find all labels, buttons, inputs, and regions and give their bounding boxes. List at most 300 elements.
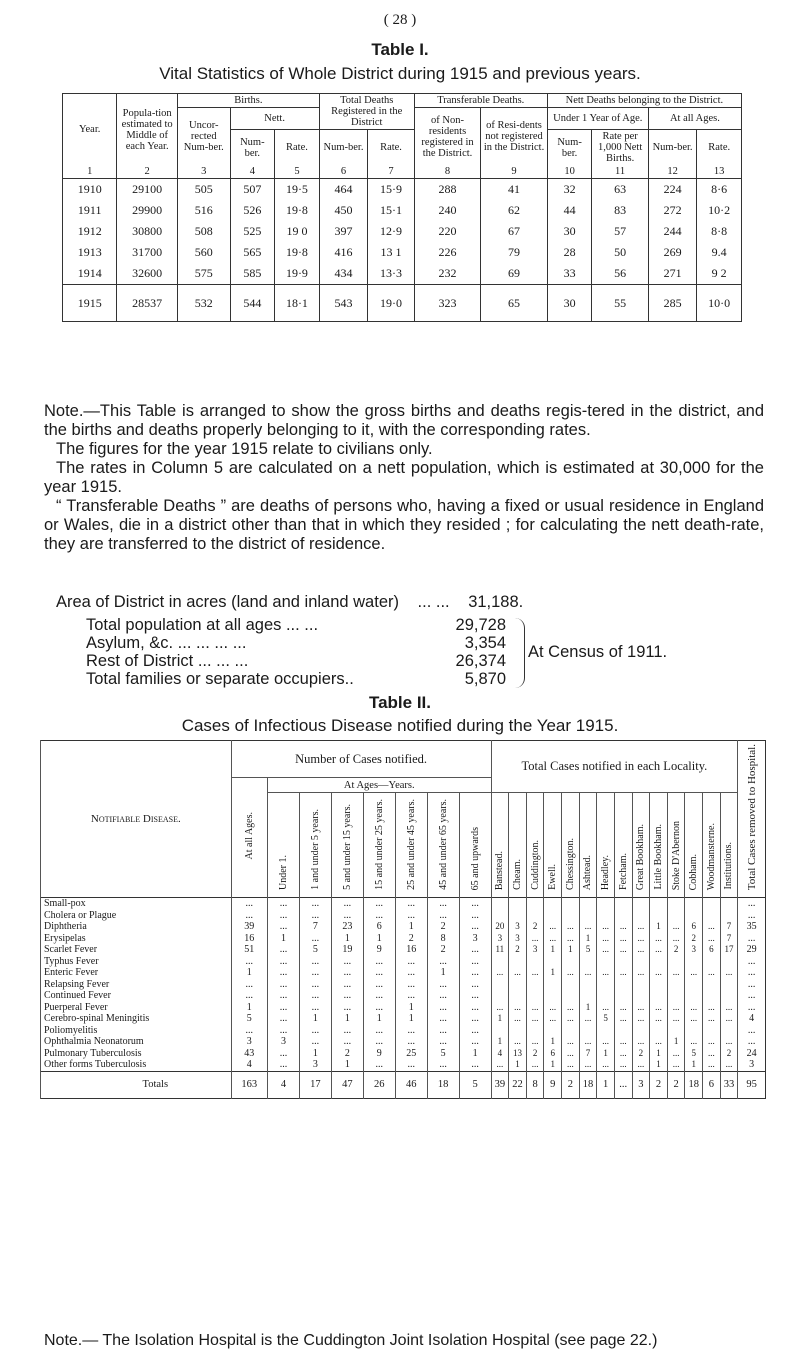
age-cell: ... [395, 1036, 427, 1048]
age-cell: ... [267, 898, 299, 910]
age-cell: 1 [299, 1048, 331, 1060]
table-cell: 560 [177, 242, 230, 263]
locality-cell [509, 898, 527, 910]
removed-cell: ... [738, 898, 766, 910]
locality-cell: ... [632, 1002, 650, 1014]
locality-cell: 2 [650, 1071, 668, 1098]
removed-cell: 3 [738, 1059, 766, 1071]
table-cell: 30 [547, 221, 592, 242]
table-row [41, 1036, 766, 1048]
age-cell: ... [331, 1025, 363, 1037]
table-cell: 575 [177, 263, 230, 285]
age-cell: ... [427, 956, 459, 968]
age-cell: 5 [299, 944, 331, 956]
locality-cell [614, 956, 632, 968]
table-cell: 544 [230, 285, 275, 322]
locality-cell: 2 [562, 1071, 580, 1098]
locality-cell [650, 979, 668, 991]
removed-cell: ... [738, 990, 766, 1002]
age-cell: ... [231, 956, 267, 968]
age-cell: 5 [231, 1013, 267, 1025]
vital-statistics-table [62, 93, 742, 322]
locality-cell: ... [650, 1036, 668, 1048]
area-value: 31,188. [468, 593, 524, 611]
locality-cell [703, 898, 721, 910]
locality-cell: ... [614, 1059, 632, 1071]
locality-cell: ... [614, 933, 632, 945]
locality-cell: ... [720, 1002, 738, 1014]
removed-cell: 24 [738, 1048, 766, 1060]
col-locality-label: Chessington. [564, 838, 576, 890]
locality-cell: ... [614, 944, 632, 956]
col-locality-label: Banstead. [494, 850, 506, 890]
disease-name: Diphtheria [41, 921, 232, 933]
locality-cell [703, 956, 721, 968]
col-num-8: 8 [414, 165, 481, 179]
locality-cell: ... [562, 921, 580, 933]
locality-cell: 7 [720, 933, 738, 945]
locality-cell [597, 898, 615, 910]
age-cell: 16 [395, 944, 427, 956]
locality-cell: ... [632, 933, 650, 945]
table-cell: 18·1 [275, 285, 320, 322]
age-cell: 1 [395, 1002, 427, 1014]
locality-cell: ... [562, 967, 580, 979]
locality-cell [562, 956, 580, 968]
age-cell: 3 [299, 1059, 331, 1071]
col-all-ages [231, 778, 267, 898]
locality-cell [614, 979, 632, 991]
col-locality-label: Cuddington. [529, 840, 541, 890]
locality-cell [509, 1025, 527, 1037]
locality-cell [491, 1025, 509, 1037]
locality-cell: 1 [667, 1036, 685, 1048]
locality-cell [614, 990, 632, 1002]
locality-cell [667, 910, 685, 922]
locality-cell: 6 [544, 1048, 562, 1060]
age-cell: ... [395, 956, 427, 968]
age-cell: ... [363, 990, 395, 1002]
table-cell: 1912 [63, 221, 117, 242]
locality-cell: ... [720, 1013, 738, 1025]
totals-row [41, 1071, 766, 1098]
table-cell: 33 [547, 263, 592, 285]
col-age-label: 1 and under 5 years. [309, 809, 321, 890]
col-u1-number: Num-ber. [547, 130, 592, 166]
table-cell: 8·8 [697, 221, 742, 242]
age-cell: ... [267, 1025, 299, 1037]
col-num-11: 11 [592, 165, 648, 179]
age-cell: 18 [427, 1071, 459, 1098]
age-cell: ... [267, 1048, 299, 1060]
locality-cell: ... [579, 921, 597, 933]
table-row [63, 179, 742, 201]
age-cell: 9 [363, 1048, 395, 1060]
locality-cell [632, 910, 650, 922]
table-row [63, 200, 742, 221]
locality-cell: ... [562, 1048, 580, 1060]
table-cell: 13·3 [368, 263, 415, 285]
locality-cell: 2 [720, 1048, 738, 1060]
col-locality-group: Total Cases notified in each Locality. [491, 741, 738, 793]
locality-cell: 20 [491, 921, 509, 933]
age-cell: ... [299, 956, 331, 968]
area-line [56, 593, 756, 612]
age-cell: ... [363, 1002, 395, 1014]
table1-title: Table I. [371, 40, 429, 59]
locality-cell: ... [685, 967, 703, 979]
table-cell: 13 1 [368, 242, 415, 263]
table-cell: 508 [177, 221, 230, 242]
locality-cell: 1 [579, 933, 597, 945]
age-cell: ... [395, 1025, 427, 1037]
locality-cell: 39 [491, 1071, 509, 1098]
table-cell: 79 [481, 242, 548, 263]
locality-cell: ... [579, 1036, 597, 1048]
col-locality [509, 793, 527, 898]
locality-cell: 1 [650, 1059, 668, 1071]
table-cell: 28 [547, 242, 592, 263]
table-cell: 224 [648, 179, 697, 201]
age-cell: ... [459, 898, 491, 910]
locality-cell [491, 956, 509, 968]
table-row [41, 910, 766, 922]
locality-cell: ... [703, 1036, 721, 1048]
age-cell: ... [427, 1013, 459, 1025]
age-cell: ... [331, 910, 363, 922]
locality-cell [720, 910, 738, 922]
age-cell: 23 [331, 921, 363, 933]
locality-cell: ... [614, 1036, 632, 1048]
locality-cell: 6 [703, 944, 721, 956]
census-label: Total families or separate occupiers.. [86, 670, 354, 688]
col-nett-deaths: Nett Deaths belonging to the District. [547, 94, 741, 108]
age-cell: ... [231, 910, 267, 922]
col-num-13: 13 [697, 165, 742, 179]
age-cell: 1 [363, 933, 395, 945]
col-age [395, 793, 427, 898]
locality-cell [526, 1025, 544, 1037]
table-cell: 9 2 [697, 263, 742, 285]
locality-cell: 3 [685, 944, 703, 956]
col-num-7: 7 [368, 165, 415, 179]
age-cell: ... [363, 898, 395, 910]
age-cell: ... [459, 944, 491, 956]
locality-cell: ... [667, 1002, 685, 1014]
table2-title: Table II. [368, 693, 432, 712]
locality-cell: ... [614, 967, 632, 979]
age-cell: ... [299, 990, 331, 1002]
age-cell: ... [331, 898, 363, 910]
locality-cell: 2 [667, 944, 685, 956]
age-cell: 47 [331, 1071, 363, 1098]
table-cell: 19·0 [368, 285, 415, 322]
locality-cell [597, 956, 615, 968]
age-cell: ... [395, 1059, 427, 1071]
isolation-note: Note.— The Isolation Hospital is the Cuddington Joint Isolation Hospital (see page 22.) [44, 1332, 658, 1349]
table-cell: 30800 [117, 221, 178, 242]
col-disease-label: Notifiable Disease. [90, 813, 181, 825]
table-cell: 29100 [117, 179, 178, 201]
age-cell: 1 [299, 1013, 331, 1025]
locality-cell: ... [526, 1059, 544, 1071]
col-num-1: 1 [63, 165, 117, 179]
locality-cell: ... [491, 1059, 509, 1071]
census-bracket-text: At Census of 1911. [528, 643, 668, 661]
locality-cell: 1 [579, 1002, 597, 1014]
age-cell: 1 [427, 967, 459, 979]
col-age [427, 793, 459, 898]
locality-cell [562, 990, 580, 1002]
table-cell: 269 [648, 242, 697, 263]
age-cell: ... [427, 979, 459, 991]
locality-cell [491, 979, 509, 991]
age-cell: ... [395, 910, 427, 922]
col-age-label: 45 and under 65 years. [437, 799, 449, 890]
age-cell: 1 [231, 1002, 267, 1014]
table-row [41, 990, 766, 1002]
table-row [63, 221, 742, 242]
locality-cell [544, 990, 562, 1002]
locality-cell: ... [685, 1013, 703, 1025]
col-num-5: 5 [275, 165, 320, 179]
age-cell: 1 [231, 967, 267, 979]
locality-cell: 9 [544, 1071, 562, 1098]
age-cell: ... [427, 1059, 459, 1071]
locality-cell [597, 910, 615, 922]
census-row [86, 670, 736, 688]
age-cell: ... [299, 967, 331, 979]
locality-cell: ... [614, 921, 632, 933]
col-under1: Under 1 Year of Age. [547, 108, 648, 130]
age-cell: ... [267, 1002, 299, 1014]
age-cell: 1 [363, 1013, 395, 1025]
removed-cell: 95 [738, 1071, 766, 1098]
locality-cell: 1 [597, 1048, 615, 1060]
table-cell: 585 [230, 263, 275, 285]
disease-name: Cholera or Plague [41, 910, 232, 922]
table-row [41, 921, 766, 933]
age-cell: 19 [331, 944, 363, 956]
age-cell: ... [459, 1025, 491, 1037]
locality-cell: 1 [491, 1036, 509, 1048]
removed-cell: ... [738, 933, 766, 945]
locality-cell: ... [632, 1059, 650, 1071]
col-uncorrected: Uncor-rected Num-ber. [177, 108, 230, 166]
locality-cell: ... [526, 1013, 544, 1025]
age-cell: 17 [299, 1071, 331, 1098]
age-cell: ... [231, 898, 267, 910]
locality-cell [720, 979, 738, 991]
locality-cell: ... [667, 1048, 685, 1060]
locality-cell: 1 [650, 921, 668, 933]
locality-cell [650, 956, 668, 968]
table-cell: 220 [414, 221, 481, 242]
locality-cell [720, 1025, 738, 1037]
age-cell: 3 [459, 933, 491, 945]
age-cell: ... [267, 910, 299, 922]
locality-cell: ... [632, 921, 650, 933]
locality-cell: ... [597, 967, 615, 979]
locality-cell: ... [491, 967, 509, 979]
locality-cell: 7 [579, 1048, 597, 1060]
table-cell: 28537 [117, 285, 178, 322]
locality-cell [703, 910, 721, 922]
census-brace [514, 618, 525, 688]
locality-cell: 1 [597, 1071, 615, 1098]
table-cell: 56 [592, 263, 648, 285]
vital-current-row [63, 285, 742, 322]
locality-cell: 18 [685, 1071, 703, 1098]
locality-cell [526, 990, 544, 1002]
age-cell: ... [363, 956, 395, 968]
locality-cell: ... [526, 1002, 544, 1014]
age-cell: ... [267, 944, 299, 956]
col-age-label: 25 and under 45 years. [405, 799, 417, 890]
locality-cell: ... [597, 933, 615, 945]
locality-cell: 17 [720, 944, 738, 956]
locality-cell: ... [703, 1048, 721, 1060]
table-cell: 69 [481, 263, 548, 285]
locality-cell [667, 1025, 685, 1037]
col-locality-label: Little Bookham. [652, 824, 664, 890]
locality-cell: 2 [526, 1048, 544, 1060]
age-cell: ... [231, 1025, 267, 1037]
age-cell: ... [231, 979, 267, 991]
col-locality-label: Fetcham. [617, 853, 629, 890]
locality-cell: 3 [509, 921, 527, 933]
table-cell: 1914 [63, 263, 117, 285]
locality-cell: ... [579, 967, 597, 979]
table-cell: 516 [177, 200, 230, 221]
removed-cell: ... [738, 979, 766, 991]
table-cell: 63 [592, 179, 648, 201]
locality-cell [632, 990, 650, 1002]
table-cell: 8·6 [697, 179, 742, 201]
table-cell: 57 [592, 221, 648, 242]
col-locality-label: Institutions. [723, 842, 735, 890]
table-cell: 67 [481, 221, 548, 242]
locality-cell [579, 990, 597, 1002]
table-cell: 65 [481, 285, 548, 322]
age-cell: ... [459, 1002, 491, 1014]
locality-cell: ... [544, 921, 562, 933]
locality-cell [562, 1025, 580, 1037]
locality-cell [562, 910, 580, 922]
col-transferable: Transferable Deaths. [414, 94, 547, 108]
locality-cell: 4 [491, 1048, 509, 1060]
age-cell: 1 [267, 933, 299, 945]
table-cell: 565 [230, 242, 275, 263]
table-row [41, 1025, 766, 1037]
age-cell: ... [363, 979, 395, 991]
locality-cell: ... [509, 1036, 527, 1048]
locality-cell: ... [703, 933, 721, 945]
col-locality [703, 793, 721, 898]
table-row [41, 898, 766, 910]
locality-cell: ... [703, 967, 721, 979]
locality-cell [632, 956, 650, 968]
table2-subtitle: Cases of Infectious Disease notified during the Year 1915. [181, 716, 619, 735]
col-locality-label: Cheam. [511, 859, 523, 890]
locality-cell: 5 [597, 1013, 615, 1025]
age-cell: ... [427, 990, 459, 1002]
col-residents: of Resi-dents not registered in the District. [481, 108, 548, 166]
col-locality [685, 793, 703, 898]
age-cell: ... [299, 910, 331, 922]
table-cell: 15·1 [368, 200, 415, 221]
age-cell: 16 [231, 933, 267, 945]
table-cell: 226 [414, 242, 481, 263]
locality-cell: ... [650, 944, 668, 956]
age-cell: ... [363, 1036, 395, 1048]
age-cell: ... [299, 1025, 331, 1037]
locality-cell: ... [544, 1002, 562, 1014]
col-td-number: Num-ber. [319, 130, 368, 166]
locality-cell: ... [491, 1002, 509, 1014]
age-cell: ... [363, 1059, 395, 1071]
locality-cell: ... [720, 967, 738, 979]
area-label: Area of District in acres (land and inland water) [56, 593, 399, 611]
age-cell: 1 [395, 1013, 427, 1025]
locality-cell [685, 898, 703, 910]
locality-cell [562, 979, 580, 991]
locality-cell: ... [562, 1013, 580, 1025]
locality-cell: 5 [685, 1048, 703, 1060]
table-cell: 19·5 [275, 179, 320, 201]
locality-cell: 1 [491, 1013, 509, 1025]
col-locality [491, 793, 509, 898]
table-row [41, 967, 766, 979]
locality-cell: 6 [685, 921, 703, 933]
locality-cell: ... [703, 921, 721, 933]
locality-cell: ... [667, 967, 685, 979]
table-cell: 19·8 [275, 242, 320, 263]
locality-cell [667, 956, 685, 968]
age-cell: 1 [395, 921, 427, 933]
locality-cell: 13 [509, 1048, 527, 1060]
table-row [41, 933, 766, 945]
age-cell: 1 [331, 933, 363, 945]
age-cell: ... [299, 1002, 331, 1014]
disease-name: Pulmonary Tuberculosis [41, 1048, 232, 1060]
age-cell: ... [267, 1059, 299, 1071]
age-cell: ... [459, 1036, 491, 1048]
locality-cell: ... [614, 1013, 632, 1025]
table-row [41, 979, 766, 991]
col-age [299, 793, 331, 898]
table-cell: 505 [177, 179, 230, 201]
census-value: 5,870 [464, 670, 506, 688]
locality-cell [491, 990, 509, 1002]
age-cell: ... [459, 921, 491, 933]
age-cell: 51 [231, 944, 267, 956]
locality-cell [526, 910, 544, 922]
col-removed [738, 741, 766, 898]
col-locality-label: Cobham. [688, 853, 700, 890]
locality-cell [509, 956, 527, 968]
locality-cell [650, 990, 668, 1002]
totals-label: Totals [41, 1071, 232, 1098]
locality-cell: ... [632, 1036, 650, 1048]
removed-cell: 35 [738, 921, 766, 933]
col-num-9: 9 [481, 165, 548, 179]
locality-cell [491, 910, 509, 922]
table-cell: 507 [230, 179, 275, 201]
age-cell: 3 [231, 1036, 267, 1048]
age-cell: 2 [427, 921, 459, 933]
disease-name: Scarlet Fever [41, 944, 232, 956]
